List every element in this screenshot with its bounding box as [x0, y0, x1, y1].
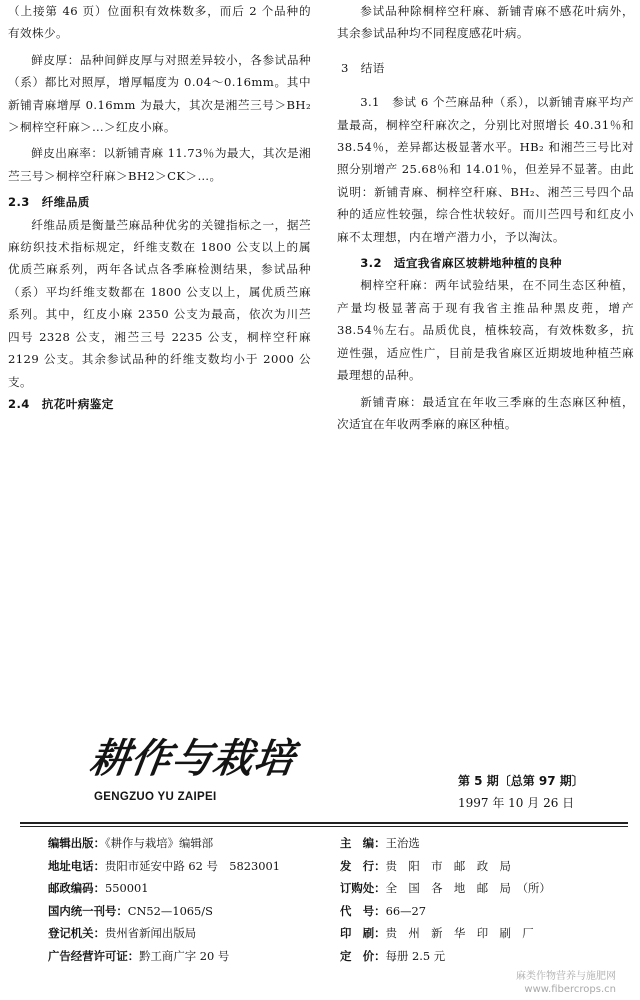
colophon-row: [48, 877, 280, 900]
colophon-row: [340, 900, 551, 923]
heading-2-3: 2.3 纤维品质: [8, 195, 90, 210]
para-fiber-quality: 纤维品质是衡量苎麻品种优劣的关键指标之一，据苎麻纺织技术指标规定，纤维支数在 1800 公支以上的属优质苎麻系列，两年各试点各季麻检测结果，参试品种（系）平均纤维支数都在 1800 公支以上，属优质苎麻系列。其中，红皮小麻 2350 公支为最高，依次为川苎四号 2328 公支，湘苎三号 2235 公支，桐梓空秆麻 2129 公支。其余参试品种的纤维支数均小于 2000 公支。: [8, 217, 311, 389]
colophon-row: [340, 945, 551, 968]
colophon-value: 贵阳市延安中路 62 号 5823001: [104, 858, 280, 873]
colophon-value: 66—27: [385, 903, 426, 918]
colophon-value: 王治选: [385, 836, 420, 850]
colophon-label: 邮政编码：: [48, 881, 105, 896]
issue-date: 1997 年 10 月 26 日: [458, 796, 575, 810]
colophon-value: 贵州省新闻出版局: [104, 926, 197, 941]
left-column: [8, 0, 311, 415]
para-tongzi: 桐梓空秆麻：两年试验结果，在不同生态区种植，产量均极显著高于现有我省主推品种黑皮蔸，增产 38.54％左右。品质优良，植株较高，有效株数多，抗逆性强，适应性广，目前是我省麻区近期坡地种植苎麻最理想的品种。: [337, 278, 634, 383]
watermark-name: 麻类作物营养与施肥网: [516, 971, 616, 982]
colophon-value: CN52—1065/S: [127, 903, 213, 918]
colophon-row: [340, 832, 551, 855]
colophon-row: [48, 945, 280, 968]
colophon-label: 广告经营许可证：: [48, 948, 140, 963]
colophon-label: 订购处：: [340, 881, 386, 896]
right-column: [337, 0, 634, 435]
colophon-label: 登记机关：: [48, 926, 105, 941]
journal-title-en: GENGZUO YU ZAIPEI: [94, 791, 217, 803]
para-fiber-yield: 鲜皮出麻率：以新铺青麻 11.73％为最大，其次是湘苎三号＞桐梓空秆麻＞BH2＞CK＞…。: [8, 146, 311, 183]
para-disease: 参试品种除桐梓空秆麻、新铺青麻不感花叶病外，其余参试品种均不同程度感花叶病。: [337, 4, 634, 41]
colophon-label: 编辑出版：: [48, 836, 105, 850]
site-watermark: [516, 970, 616, 996]
colophon-value: 550001: [104, 881, 149, 896]
colophon-row: [340, 922, 551, 945]
colophon-value: 每册 2.5 元: [385, 948, 446, 963]
colophon-label: 地址电话：: [48, 858, 105, 873]
colophon-left: [48, 832, 280, 968]
colophon-right: [340, 832, 551, 968]
colophon-row: [340, 855, 551, 878]
colophon-row: [340, 877, 551, 900]
colophon-value: 黔工商广字 20 号: [139, 948, 230, 963]
colophon-label: 国内统一刊号：: [48, 903, 128, 918]
para-3-1: 3.1 参试 6 个苎麻品种（系），以新铺青麻平均产量最高，桐梓空秆麻次之，分别比对照增长 40.31％和 38.54％，差异都达极显著水平。HB₂ 和湘苎三号比对照分别增产 25.68％和 14.01％，但差异不显著。由此说明：新铺青麻、桐梓空秆麻、BH₂、湘苎三号四个品种的适应性较强，综合性状较好。而川苎四号和红皮小麻不太理想，内在增产潜力小，予以淘汰。: [337, 95, 634, 244]
colophon-value: 贵 阳 市 邮 政 局: [385, 858, 511, 873]
issue-number: 第 5 期〔总第 97 期〕: [458, 774, 584, 788]
para-xinpu: 新铺青麻：最适宜在年收三季麻的生态麻区种植，次适宜在年收两季麻的麻区种植。: [337, 394, 634, 431]
issue-info: [458, 770, 584, 814]
colophon-label: 定 价：: [340, 948, 386, 963]
heading-3: 3 结语: [341, 60, 385, 75]
masthead-logo: [86, 735, 299, 803]
colophon-label: 发 行：: [340, 858, 386, 873]
colophon-label: 印 刷：: [340, 926, 386, 941]
para-continued: （上接第 46 页）位面积有效株数多，而后 2 个品种的有效株少。: [8, 4, 311, 41]
colophon-row: [48, 855, 280, 878]
colophon-row: [48, 900, 280, 923]
colophon-label: 代 号：: [340, 903, 386, 918]
journal-title-cn: 耕作与栽培: [86, 735, 299, 782]
divider-thin: [20, 826, 628, 827]
colophon-row: [48, 922, 280, 945]
colophon-value: 全 国 各 地 邮 局 （所）: [385, 881, 551, 896]
heading-2-4: 2.4 抗花叶病鉴定: [8, 396, 114, 411]
watermark-url: www.fibercrops.cn: [524, 984, 616, 995]
para-bark-thickness: 鲜皮厚：品种间鲜皮厚与对照差异较小，各参试品种（系）都比对照厚，增厚幅度为 0.04～0.16mm。其中新铺青麻增厚 0.16mm 为最大，其次是湘苎三号＞BH₂＞桐梓空秆麻＞…＞红皮小麻。: [8, 52, 311, 135]
colophon-label: 主 编：: [340, 836, 386, 850]
heading-3-2: 3.2 适宜我省麻区坡耕地种植的良种: [360, 256, 562, 271]
colophon-value: 贵 州 新 华 印 刷 厂: [385, 926, 534, 941]
colophon-row: [48, 832, 280, 855]
colophon-value: 《耕作与栽培》编辑部: [104, 836, 214, 850]
divider-thick: [20, 822, 628, 824]
